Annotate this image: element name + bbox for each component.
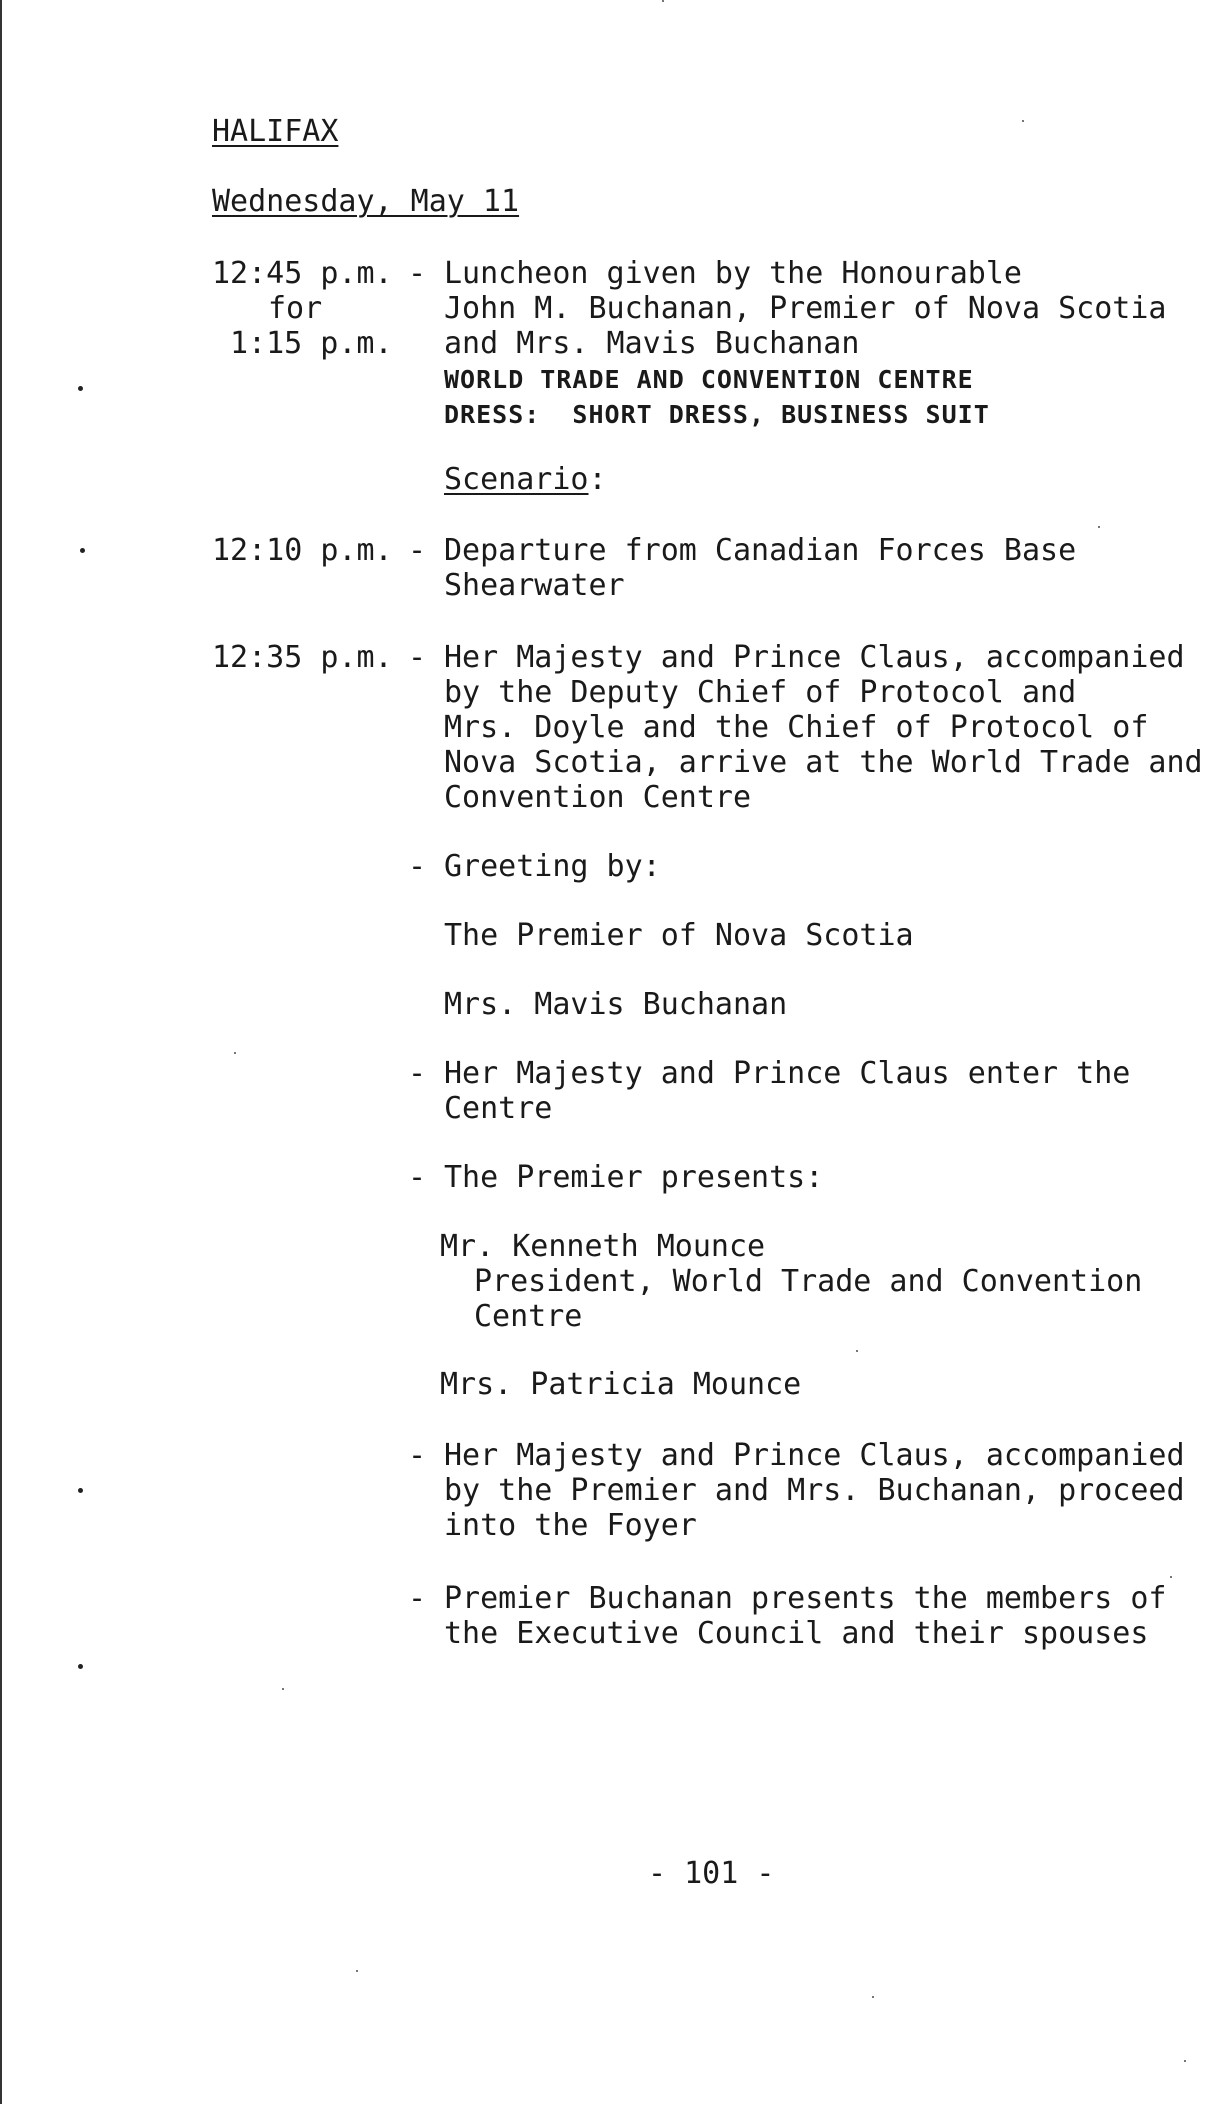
presents-person-1-title-1: President, World Trade and Convention	[474, 1264, 1143, 1299]
entry-dash-1210: -	[408, 533, 427, 568]
enter-line-1: Her Majesty and Prince Claus enter the	[444, 1056, 1131, 1091]
scenario-label: Scenario	[444, 462, 589, 497]
scan-speck	[1098, 526, 1100, 528]
scan-speck	[282, 1688, 284, 1690]
greeting-dash: -	[408, 849, 427, 884]
luncheon-time-end: 1:15 p.m.	[230, 326, 393, 361]
luncheon-time-start: 12:45 p.m.	[212, 256, 393, 291]
entry-1235-line-5: Convention Centre	[444, 780, 752, 815]
entry-1210-line-1: Departure from Canadian Forces Base	[444, 533, 1077, 568]
council-dash: -	[408, 1581, 427, 1616]
luncheon-line-1: Luncheon given by the Honourable	[444, 256, 1022, 291]
luncheon-venue: WORLD TRADE AND CONVENTION CENTRE	[444, 365, 974, 394]
luncheon-time-for: for	[268, 291, 323, 326]
scan-speck	[662, 0, 664, 2]
entry-time-1235: 12:35 p.m.	[212, 640, 393, 675]
scenario-heading	[444, 462, 607, 497]
scan-speck	[1022, 120, 1024, 122]
council-line-2: the Executive Council and their spouses	[444, 1616, 1149, 1651]
presents-person-1-name: Mr. Kenneth Mounce	[440, 1229, 766, 1264]
page-number: - 101 -	[648, 1856, 775, 1891]
date-heading: Wednesday, May 11	[212, 184, 520, 219]
council-line-1: Premier Buchanan presents the members of	[444, 1581, 1167, 1616]
foyer-dash: -	[408, 1438, 427, 1473]
city-heading: HALIFAX	[212, 114, 339, 149]
scan-speck	[1184, 2060, 1186, 2062]
luncheon-line-2: John M. Buchanan, Premier of Nova Scotia	[444, 291, 1167, 326]
scan-speck	[234, 1052, 236, 1054]
scenario-colon: :	[588, 462, 607, 497]
entry-1210-line-2: Shearwater	[444, 568, 625, 603]
entry-1235-line-3: Mrs. Doyle and the Chief of Protocol of	[444, 710, 1149, 745]
entry-1235-line-2: by the Deputy Chief of Protocol and	[444, 675, 1077, 710]
entry-dash-1235: -	[408, 640, 427, 675]
scan-speck	[856, 1350, 858, 1352]
foyer-line-3: into the Foyer	[444, 1508, 697, 1543]
greeting-person-1: The Premier of Nova Scotia	[444, 918, 914, 953]
luncheon-dress: DRESS: SHORT DRESS, BUSINESS SUIT	[444, 400, 990, 429]
scan-speck	[356, 1970, 358, 1972]
margin-dot	[80, 548, 85, 553]
margin-dot	[78, 386, 83, 391]
presents-person-1-title-2: Centre	[474, 1299, 583, 1334]
foyer-line-1: Her Majesty and Prince Claus, accompanied	[444, 1438, 1185, 1473]
entry-time-1210: 12:10 p.m.	[212, 533, 393, 568]
luncheon-dash: -	[408, 256, 427, 291]
foyer-line-2: by the Premier and Mrs. Buchanan, proceed	[444, 1473, 1185, 1508]
luncheon-line-3: and Mrs. Mavis Buchanan	[444, 326, 860, 361]
margin-dot	[78, 1488, 83, 1493]
presents-dash: -	[408, 1160, 427, 1195]
presents-label: The Premier presents:	[444, 1160, 824, 1195]
margin-dot	[78, 1664, 83, 1669]
presents-person-2-name: Mrs. Patricia Mounce	[440, 1367, 802, 1402]
enter-line-2: Centre	[444, 1091, 553, 1126]
entry-1235-line-1: Her Majesty and Prince Claus, accompanied	[444, 640, 1185, 675]
page-left-edge	[0, 0, 2, 2104]
enter-dash: -	[408, 1056, 427, 1091]
entry-1235-line-4: Nova Scotia, arrive at the World Trade and	[444, 745, 1203, 780]
scan-speck	[872, 1996, 874, 1998]
scan-speck	[1170, 1576, 1172, 1578]
greeting-label: Greeting by:	[444, 849, 661, 884]
greeting-person-2: Mrs. Mavis Buchanan	[444, 987, 788, 1022]
